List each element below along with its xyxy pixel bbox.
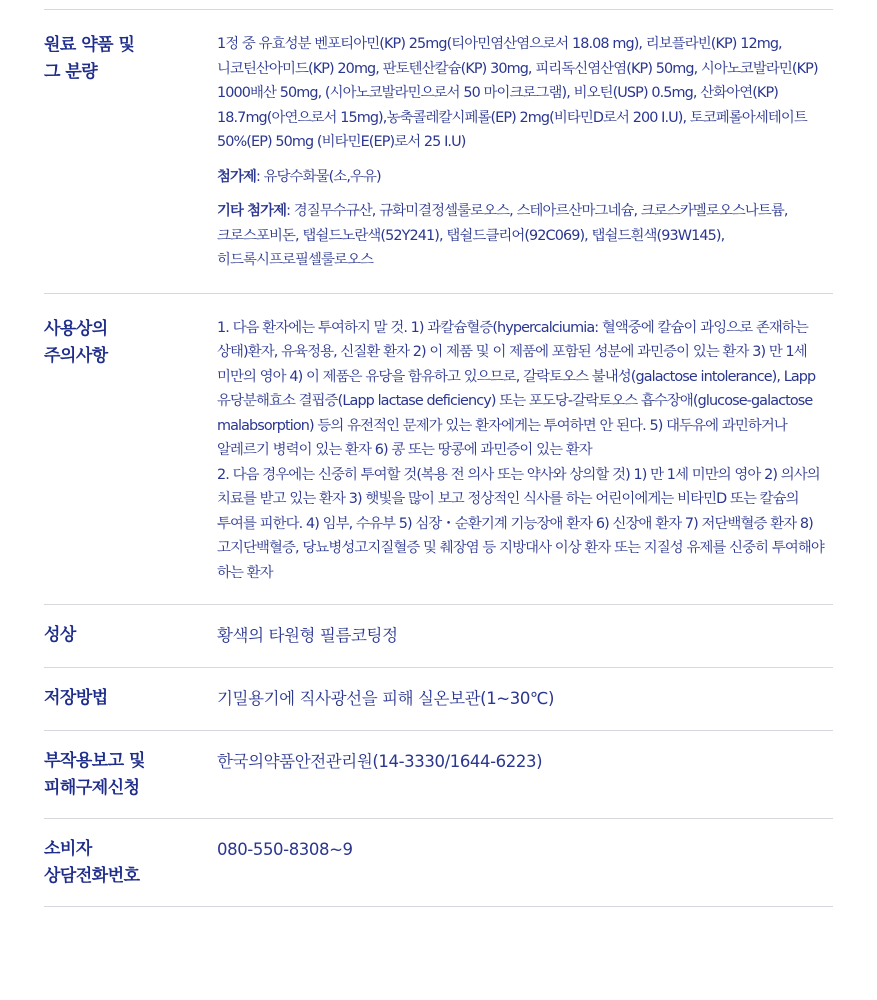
other-additives-paragraph xyxy=(217,199,833,273)
row-label-adverse-report xyxy=(44,748,217,802)
row-label-storage xyxy=(44,685,217,712)
row-ingredients xyxy=(44,10,833,294)
row-label-appearance xyxy=(44,622,217,649)
row-storage xyxy=(44,668,833,731)
additives-keyword: 첨가제 xyxy=(217,168,257,185)
label-line: 그 분량 xyxy=(44,62,98,82)
label-line: 피해구제신청 xyxy=(44,778,140,798)
precautions-item-2: 2. 다음 경우에는 신중히 투여할 것(복용 전 의사 또는 약사와 상의할 것) 1) 만 1세 미만의 영아 2) 의사의 치료를 받고 있는 환자 3) 햇빛을 많이 보고 정상적인 식사를 하는 어린이에게는 비타민D 또는 칼슘의 투여를 피한다. 4) 임부, 수유부 5) 심장・순환기계 기능장애 환자 6) 신장애 환자 7) 저단백혈증 환자 8) 고지단백혈증, 당뇨병성고지질혈증 및 췌장염 등 지방대사 이상 환자 또는 지질성 유제를 신중히 투여해야 하는 환자 xyxy=(217,466,824,581)
label-line: 상담전화번호 xyxy=(44,866,140,886)
row-body-consumer-contact xyxy=(217,836,833,890)
other-additives-text: : 경질무수규산, 규화미결정셀룰로오스, 스테아르산마그네슘, 크로스카멜로오스나트륨, 크로스포비돈, 탭쉴드노란색(52Y241), 탭쉴드클리어(92C069), 탭쉴드흰색(93W145), 히드록시프로필셀룰로오스 xyxy=(217,203,788,268)
label-line: 사용상의 xyxy=(44,318,108,339)
row-precautions xyxy=(44,294,833,606)
additives-paragraph xyxy=(217,165,833,190)
row-label-ingredients xyxy=(44,32,217,273)
row-body-appearance xyxy=(217,622,833,649)
row-consumer-contact xyxy=(44,819,833,907)
row-body-precautions xyxy=(217,316,833,586)
appearance-text: 황색의 타원형 필름코팅정 xyxy=(217,626,398,645)
label-line: 부작용보고 및 xyxy=(44,751,145,771)
label-line: 소비자 xyxy=(44,839,92,859)
adverse-report-text: 한국의약품안전관리원(14-3330/1644-6223) xyxy=(217,752,543,771)
product-info-table xyxy=(44,0,833,907)
additives-text: : 유당수화물(소,우유) xyxy=(256,168,381,185)
row-body-ingredients xyxy=(217,32,833,273)
row-adverse-report xyxy=(44,731,833,819)
storage-text: 기밀용기에 직사광선을 피해 실온보관(1~30℃) xyxy=(217,689,555,708)
label-line: 원료 약품 및 xyxy=(44,35,135,55)
label-line: 저장방법 xyxy=(44,688,108,708)
precautions-item-1: 1. 다음 환자에는 투여하지 말 것. 1) 과칼슘혈증(hypercalciumia: 혈액중에 칼슘이 과잉으로 존재하는 상태)환자, 유육정용, 신질환 환자 2) 이 제품 및 이 제품에 포함된 성분에 과민증이 있는 환자 3) 만 1세 미만의 영아 4) 이 제품은 유당을 함유하고 있으므로, 갈락토오스 불내성(galactose intolerance), Lapp 유당분해효소 결핍증(Lapp lactase deficiency) 또는 포도당-갈락토오스 흡수장애(glucose-galactose malabsorption) 등의 유전적인 문제가 있는 환자에게는 투여하면 안 된다. 5) 대두유에 과민하거나 알레르기 병력이 있는 환자 6) 콩 또는 땅콩에 과민증이 있는 환자 xyxy=(217,319,816,458)
row-body-adverse-report xyxy=(217,748,833,802)
label-line: 주의사항 xyxy=(44,345,108,366)
other-additives-keyword: 기타 첨가제 xyxy=(217,203,287,219)
row-label-precautions xyxy=(44,316,217,586)
label-line: 성상 xyxy=(44,625,76,645)
consumer-phone-text: 080-550-8308~9 xyxy=(217,840,353,859)
row-label-consumer-contact xyxy=(44,836,217,890)
row-body-storage xyxy=(217,685,833,712)
row-appearance xyxy=(44,605,833,668)
ingredients-main-text: 1정 중 유효성분 벤포티아민(KP) 25mg(티아민염산염으로서 18.08 mg), 리보플라빈(KP) 12mg, 니코틴산아미드(KP) 20mg, 판토텐산칼슘(KP) 30mg, 피리독신염산염(KP) 50mg, 시아노코발라민(KP) 1000배산 50mg, (시아노코발라민으로서 50 마이크로그램), 비오틴(USP) 0.5mg, 산화아연(KP) 18.7mg(아연으로서 15mg),농축콜레칼시페롤(EP) 2mg(비타민D로서 200 I.U), 토코페롤아세테이트 50%(EP) 50mg (비타민E(EP)로서 25 I.U) xyxy=(217,36,818,150)
